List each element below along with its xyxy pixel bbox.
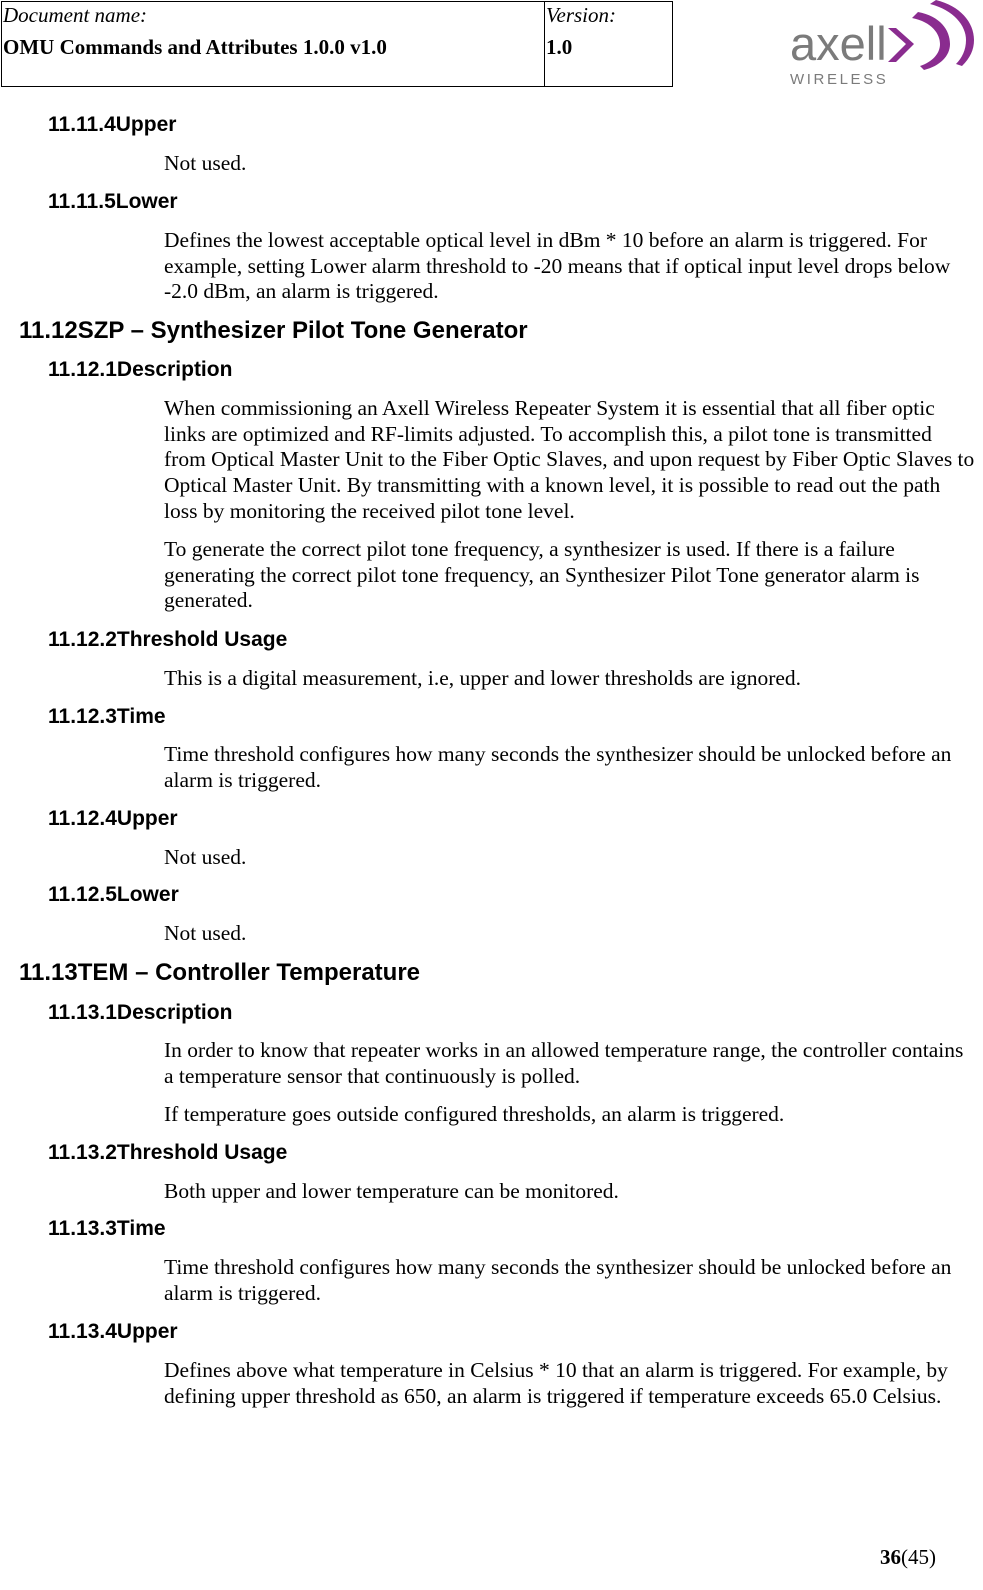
paragraph: If temperature goes outside configured thresholds, an alarm is triggered. — [164, 1102, 785, 1126]
page-number — [880, 1545, 936, 1570]
heading-11-12-4: 11.12.4Upper — [48, 807, 178, 830]
document-name-cell — [2, 2, 544, 86]
document-name-label: Document name: — [3, 3, 148, 27]
paragraph: Not used. — [164, 845, 247, 869]
logo-chevron-icon — [884, 0, 974, 70]
paragraph: In order to know that repeater works in an allowed temperature range, the controller contains a temperature sensor that continuously is polled. — [164, 1038, 964, 1088]
heading-11-13-4: 11.13.4Upper — [48, 1320, 178, 1343]
logo-subtitle: WIRELESS — [790, 71, 889, 88]
logo-wordmark: axell — [790, 17, 887, 70]
heading-11-12: 11.12SZP – Synthesizer Pilot Tone Generator — [19, 317, 528, 344]
paragraph: Defines the lowest acceptable optical level in dBm * 10 before an alarm is triggered. For example, setting Lower alarm threshold to -20 means that if optical input level drops below -2.0 dBm, an alarm is triggered. — [164, 228, 951, 304]
paragraph: Time threshold configures how many seconds the synthesizer should be unlocked before an alarm is triggered. — [164, 1255, 952, 1305]
heading-11-13-3: 11.13.3Time — [48, 1217, 166, 1240]
paragraph: Time threshold configures how many seconds the synthesizer should be unlocked before an alarm is triggered. — [164, 742, 952, 792]
paragraph: When commissioning an Axell Wireless Repeater System it is essential that all fiber optic links are optimized and RF-limits adjusted. To accomplish this, a pilot tone is transmitted from Optical Master Unit to the Fiber Optic Slaves, and upon request by Fiber Optic Slaves to Optical Master Unit. By transmitting with a known level, it is possible to read out the path loss by monitoring the received pilot tone level. — [164, 396, 975, 523]
heading-11-12-5: 11.12.5Lower — [48, 883, 179, 906]
paragraph: This is a digital measurement, i.e, upper and lower thresholds are ignored. — [164, 666, 802, 690]
paragraph: To generate the correct pilot tone frequency, a synthesizer is used. If there is a failure generating the correct pilot tone frequency, an Synthesizer Pilot Tone generator alarm is generated. — [164, 537, 920, 613]
page-total: (45) — [901, 1545, 936, 1569]
document-name-value: OMU Commands and Attributes 1.0.0 v1.0 — [3, 35, 387, 59]
axell-wireless-logo — [790, 0, 975, 92]
heading-11-13: 11.13TEM – Controller Temperature — [19, 959, 421, 986]
version-label: Version: — [546, 3, 616, 27]
page-current: 36 — [880, 1545, 901, 1569]
paragraph: Both upper and lower temperature can be monitored. — [164, 1179, 619, 1203]
heading-11-12-2: 11.12.2Threshold Usage — [48, 628, 288, 651]
heading-11-12-1: 11.12.1Description — [48, 358, 233, 381]
heading-11-13-1: 11.13.1Description — [48, 1001, 233, 1024]
heading-11-12-3: 11.12.3Time — [48, 705, 166, 728]
version-value: 1.0 — [546, 35, 573, 59]
document-header-table — [1, 1, 673, 87]
heading-11-11-4: 11.11.4Upper — [48, 113, 177, 136]
paragraph: Not used. — [164, 921, 247, 945]
paragraph: Not used. — [164, 151, 247, 175]
version-cell — [544, 2, 673, 86]
heading-11-11-5: 11.11.5Lower — [48, 190, 178, 213]
heading-11-13-2: 11.13.2Threshold Usage — [48, 1141, 288, 1164]
paragraph: Defines above what temperature in Celsius * 10 that an alarm is triggered. For example, by defining upper threshold as 650, an alarm is triggered if temperature exceeds 65.0 Celsius. — [164, 1358, 948, 1408]
